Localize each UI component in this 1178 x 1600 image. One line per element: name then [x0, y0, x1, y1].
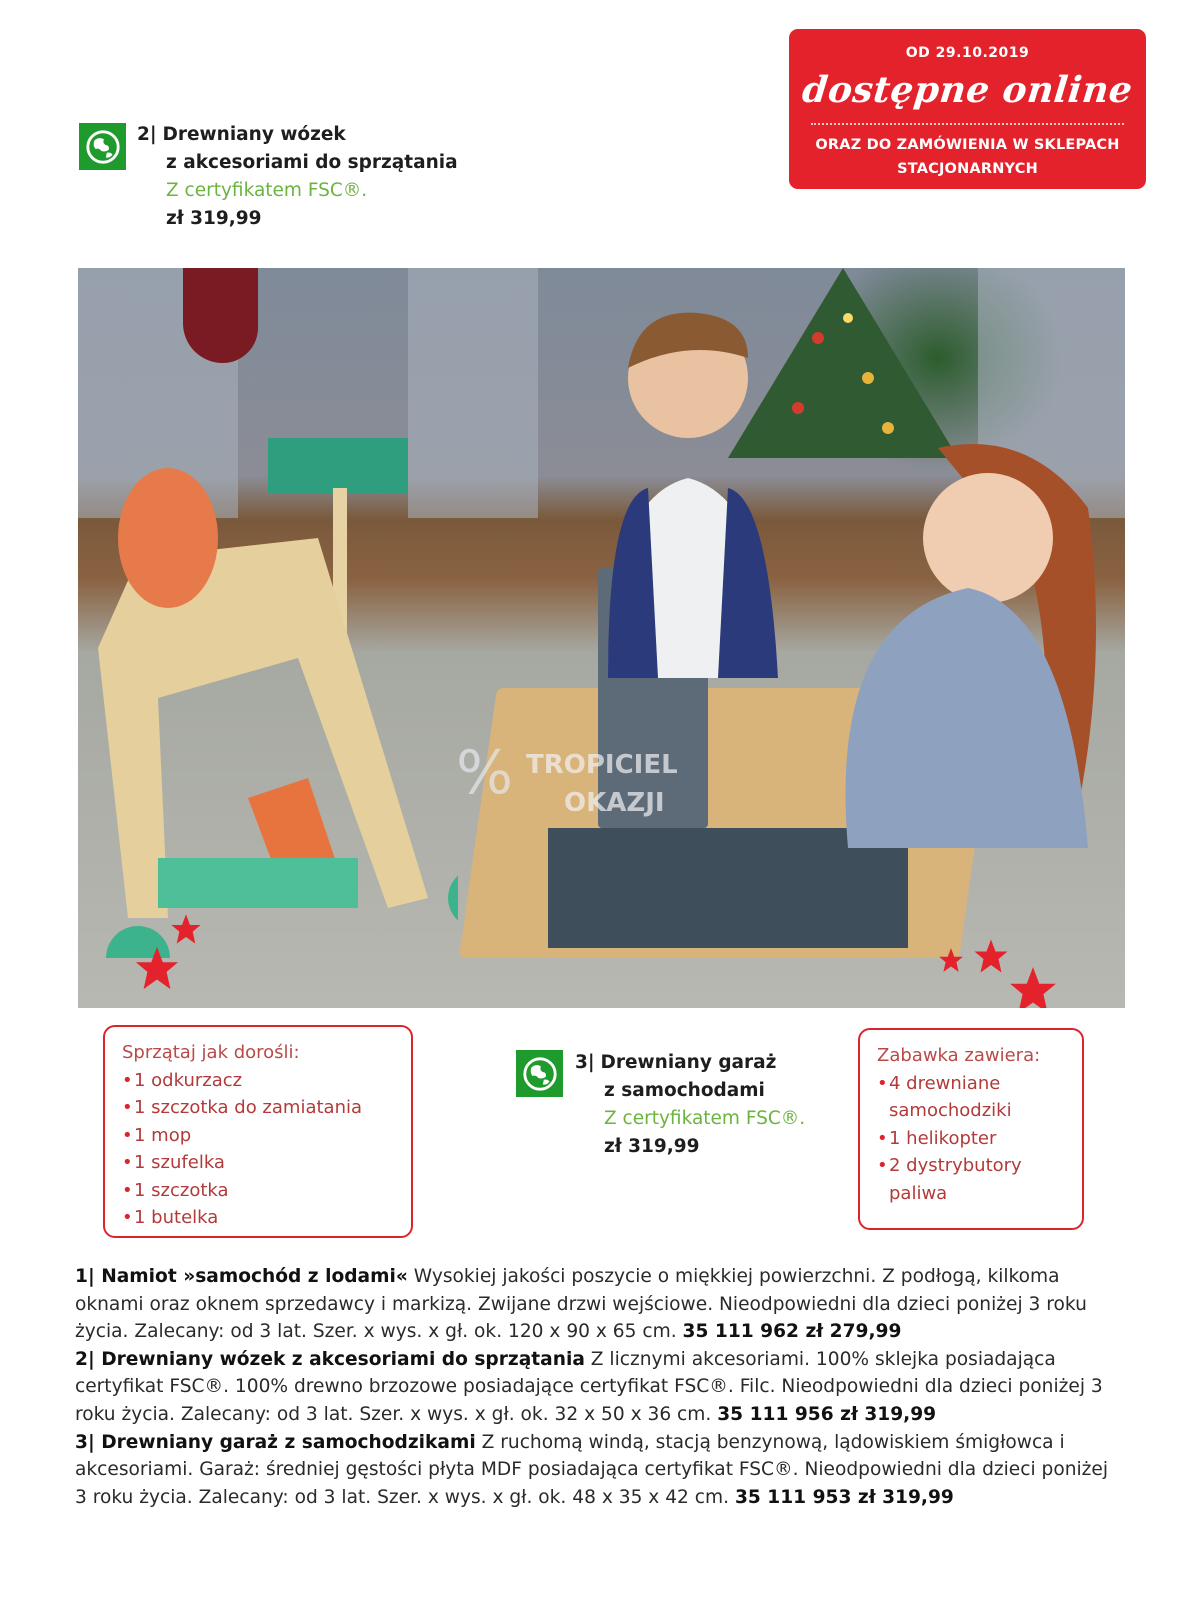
svg-text:TROPICIEL: TROPICIEL [526, 750, 678, 780]
list-item: • 4 drewniane samochodziki [877, 1070, 1082, 1125]
contents-list [122, 1067, 411, 1232]
contents-list [877, 1070, 1082, 1208]
star-icon [1008, 965, 1058, 1008]
list-item: • 1 szufelka [122, 1149, 411, 1177]
fsc-certificate-note: Z certyfikatem FSC®. [604, 1108, 806, 1129]
fsc-globe-icon [516, 1050, 563, 1097]
contents-heading: Zabawka zawiera: [877, 1045, 1041, 1066]
list-item: • 1 helikopter [877, 1125, 1082, 1153]
product-2-title: Drewniany wózek [162, 124, 346, 145]
article-code-price: 35 111 962 zł 279,99 [682, 1321, 902, 1343]
availability-headline: dostępne online [800, 69, 1135, 111]
girl [788, 428, 1118, 868]
christmas-stocking [183, 268, 258, 363]
description-title: 1| Namiot »samochód z lodami« [75, 1266, 408, 1287]
star-icon [134, 945, 180, 991]
fsc-certificate-note: Z certyfikatem FSC®. [166, 180, 368, 201]
product-2-price: zł 319,99 [166, 208, 262, 229]
svg-text:OKAZJI: OKAZJI [564, 788, 665, 818]
description-title: 2| Drewniany wózek z akcesoriami do sprzątania [75, 1348, 585, 1370]
svg-text:%: % [456, 738, 514, 808]
list-item: • 1 szczotka [122, 1177, 411, 1205]
star-icon [170, 913, 202, 945]
description-item: 3| Drewniany garaż z samochodzikami Z ruchomą windą, stacją benzynową, lądowiskiem śmigłowca i akcesoriami. Garaż: średniej gęstości płyta MDF posiadająca certyfikat FSC®. Nieodpowiedni dla dzieci poniżej 3 roku życia. Zalecany: od 3 lat. Szer. x wys. x gł. ok. 48 x 35 x 42 cm. 35 111 953 zł 319,99 [75, 1431, 1109, 1508]
list-item: • 1 odkurzacz [122, 1067, 411, 1095]
dotted-divider [811, 123, 1124, 125]
product-photo [78, 268, 1125, 1008]
article-code-price: 35 111 953 zł 319,99 [734, 1486, 954, 1508]
watermark-logo [456, 733, 706, 823]
product-2-headline: 2| Drewniany wózek z akcesoriami do sprzątania Z certyfikatem FSC®. zł 319,99 [137, 121, 458, 233]
contents-heading: Sprzątaj jak dorośli: [122, 1042, 300, 1063]
description-item: 2| Drewniany wózek z akcesoriami do sprzątania Z licznymi akcesoriami. 100% sklejka posiadająca certyfikat FSC®. 100% drewno brzozowe posiadające certyfikat FSC®. Filc. Nieodpowiedni dla dzieci poniżej 3 roku życia. Zalecany: od 3 lat. Szer. x wys. x gł. ok. 32 x 50 x 36 cm. 35 111 956 zł 319,99 [75, 1348, 1103, 1425]
online-availability-banner [789, 29, 1146, 189]
product-3-headline: 3| Drewniany garaż z samochodami Z certyfikatem FSC®. zł 319,99 [575, 1049, 805, 1161]
wooden-cleaning-cart [98, 398, 458, 958]
fsc-globe-icon [79, 123, 126, 170]
description-item: 1| Namiot »samochód z lodami« Wysokiej jakości poszycie o miękkiej powierzchni. Z podłogą, kilkoma oknami oraz oknem sprzedawcy i markizą. Zwijane drzwi wejściowe. Nieodpowiedni dla dzieci poniżej 3 roku życia. Zalecany: od 3 lat. Szer. x wys. x gł. ok. 120 x 90 x 65 cm. 35 111 962 zł 279,99 [75, 1266, 1087, 1343]
list-item: • 1 mop [122, 1122, 411, 1150]
garage-contents-box [858, 1028, 1084, 1230]
availability-subline: ORAZ DO ZAMÓWIENIA W SKLEPACH STACJONARNYCH [815, 137, 1120, 177]
product-descriptions [75, 1263, 1125, 1511]
availability-date: OD 29.10.2019 [905, 45, 1030, 61]
star-icon [938, 947, 964, 973]
product-3-title: Drewniany garaż [600, 1052, 777, 1073]
product-3-price: zł 319,99 [604, 1136, 700, 1157]
list-item: • 1 butelka [122, 1204, 411, 1232]
boy [578, 298, 788, 678]
list-item: • 1 szczotka do zamiatania [122, 1094, 411, 1122]
star-icon [973, 938, 1009, 974]
list-item: • 2 dystrybutory paliwa [877, 1152, 1082, 1207]
cleaning-set-contents-box [103, 1025, 413, 1238]
article-code-price: 35 111 956 zł 319,99 [717, 1403, 937, 1425]
description-title: 3| Drewniany garaż z samochodzikami [75, 1431, 476, 1453]
